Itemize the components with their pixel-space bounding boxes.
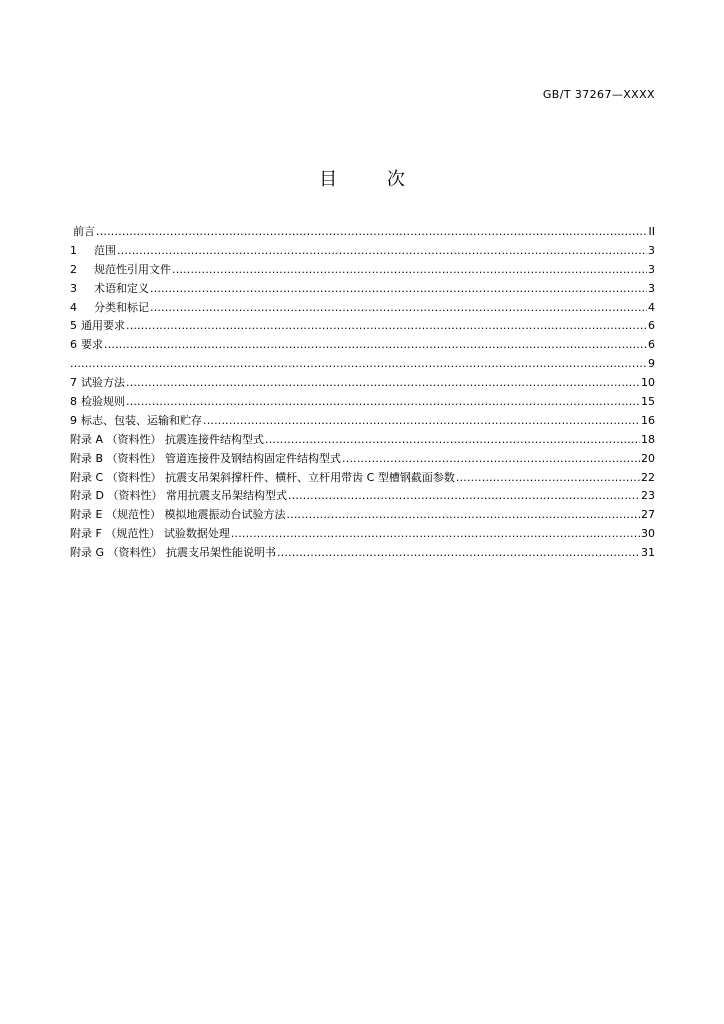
toc-entry-text: 分类和标记 [94,300,149,314]
toc-entry-text: 通用要求 [81,319,125,333]
toc-entry-number: 2 [70,262,77,276]
toc-entry-page: 23 [641,489,655,503]
toc-leader [126,317,647,336]
toc-leader [456,469,640,488]
toc-leader [288,487,640,506]
toc-entry-text: 附录 A （资料性） 抗震连接件结构型式 [70,432,265,446]
toc-entry-7[interactable] [70,374,655,393]
toc-entry-text: 附录 B （资料性） 管道连接件及钢结构固定件结构型式 [70,451,342,465]
document-code: GB/T 37267—XXXX [542,88,655,101]
toc-leader [117,242,647,261]
toc-leader [150,280,647,299]
toc-entry-number: 9 [70,413,77,427]
toc-entry-text: 范围 [94,243,116,257]
toc-entry-9[interactable] [70,412,655,431]
toc-entry-3[interactable] [70,280,655,299]
toc-entry-text: 附录 F （规范性） 试验数据处理 [70,527,230,541]
toc-leader [265,431,640,450]
toc-entry-page: 18 [641,432,655,446]
toc-entry-text: 要求 [81,338,103,352]
toc-entry-page: 20 [641,451,655,465]
toc-entry-4[interactable] [70,299,655,318]
toc-leader [342,450,640,469]
toc-entry-page: 3 [648,281,655,295]
toc-entry-8[interactable] [70,393,655,412]
toc-entry-page: 16 [641,413,655,427]
toc-entry-appendix-b[interactable] [70,450,655,469]
toc-entry-6[interactable] [70,336,655,355]
toc-entry-appendix-e[interactable] [70,506,655,525]
toc-entry-text: 附录 E （规范性） 模拟地震振动台试验方法 [70,508,286,522]
toc-entry-appendix-d[interactable] [70,487,655,506]
toc-entry-page: 3 [648,262,655,276]
toc-entry-page: 31 [641,546,655,560]
toc-title: 目 次 [319,169,427,190]
toc-entry-page: 3 [648,243,655,257]
toc-entry-text: 规范性引用文件 [94,262,171,276]
toc-entry-number: 7 [70,376,77,390]
toc-entry-page: 22 [641,470,655,484]
toc-entry-page: 4 [648,300,655,314]
toc-leader [126,374,640,393]
toc-leader [203,412,640,431]
toc-entry-text: 检验规则 [81,395,125,409]
toc-entry-number: 1 [70,243,77,257]
toc-entry-text: 标志、包装、运输和贮存 [81,413,202,427]
toc-entry-blank[interactable] [70,355,655,374]
toc-entry-1[interactable] [70,242,655,261]
toc-entry-page: II [648,225,655,238]
toc-entry-number: 3 [70,281,77,295]
toc-leader [172,261,647,280]
toc-entry-page: 30 [641,527,655,541]
toc-entry-text: 附录 G （资料性） 抗震支吊架性能说明书 [70,546,277,560]
toc-leader [104,336,647,355]
toc-entry-text: 前言 [73,225,95,238]
toc-entry-5[interactable] [70,317,655,336]
toc-entry-appendix-c[interactable] [70,469,655,488]
toc-entry-number: 5 [70,319,77,333]
toc-entry-number: 8 [70,395,77,409]
toc-entry-appendix-g[interactable] [70,544,655,563]
toc-leader [126,393,640,412]
toc-leader [70,355,647,374]
toc-leader [96,223,648,242]
toc-entry-appendix-f[interactable] [70,525,655,544]
toc-entry-page: 10 [641,376,655,390]
toc-entry-page: 15 [641,395,655,409]
toc-entry-page: 6 [648,338,655,352]
toc-leader [277,544,640,563]
toc-entry-number: 6 [70,338,77,352]
toc-entry-page: 6 [648,319,655,333]
toc-entry-text: 术语和定义 [94,281,149,295]
toc-entry-page: 27 [641,508,655,522]
toc-entry-text: 附录 D （资料性） 常用抗震支吊架结构型式 [70,489,287,503]
table-of-contents [70,223,655,563]
toc-entry-2[interactable] [70,261,655,280]
toc-entry-text: 试验方法 [81,376,125,390]
toc-entry-number: 4 [70,300,77,314]
toc-entry-foreword[interactable] [70,223,655,242]
toc-leader [231,525,640,544]
toc-entry-appendix-a[interactable] [70,431,655,450]
toc-entry-page: 9 [648,357,655,371]
toc-leader [286,506,640,525]
toc-leader [150,299,647,318]
toc-entry-text: 附录 C （资料性） 抗震支吊架斜撑杆件、横杆、立杆用带齿 C 型槽钢截面参数 [70,470,455,484]
